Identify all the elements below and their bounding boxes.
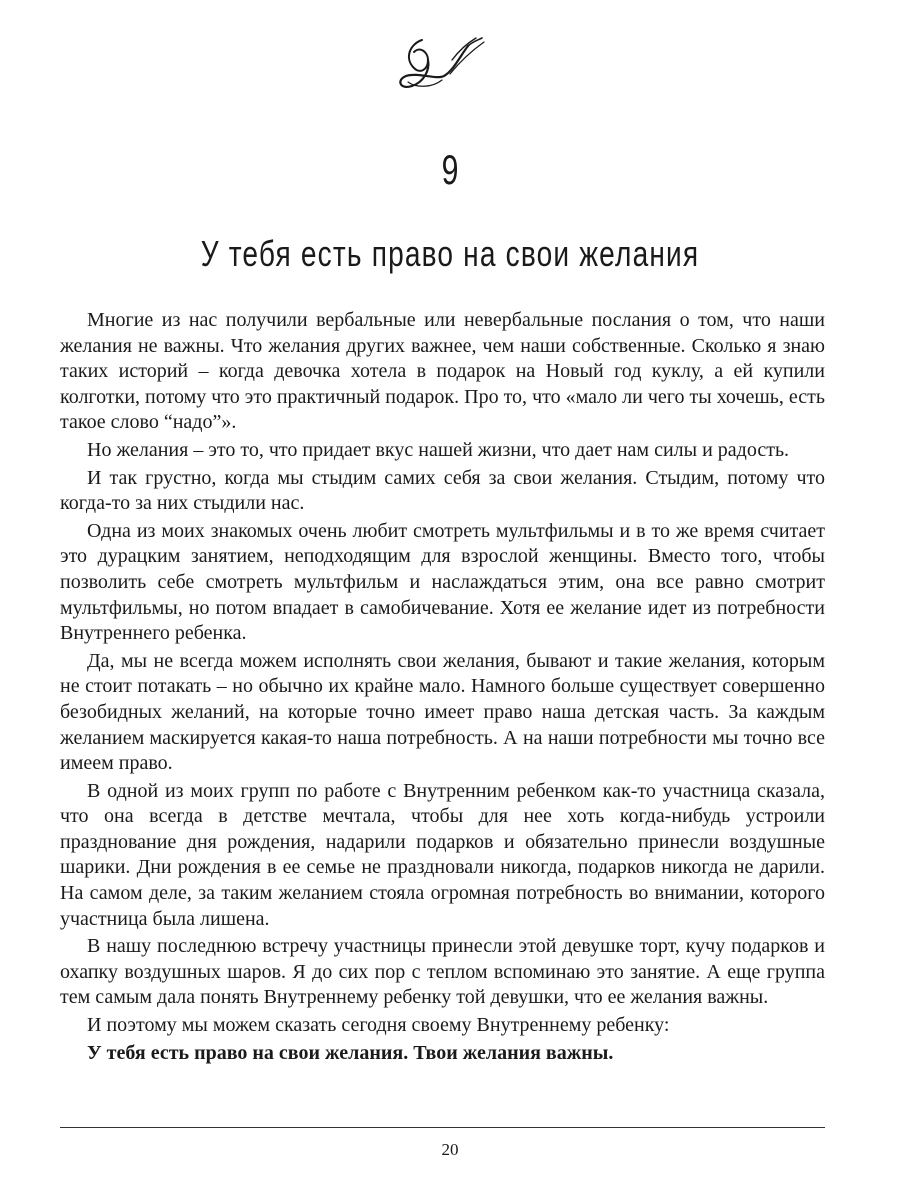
footer-divider <box>60 1127 825 1128</box>
closing-statement: У тебя есть право на свои желания. Твои желания важны. <box>87 1041 614 1064</box>
paragraph: Одна из моих знакомых очень любит смотреть мультфильмы и в то же время считает это дурацким занятием, неподходящим для взрослой женщины. Вместо того, чтобы позволить себе смотреть мультфильм и наслаждаться этим, она все равно смотрит мультфильмы, но потом впадает в самобичевание. Хотя ее желание идет из потребности Внутреннего ребенка. <box>60 519 825 645</box>
chapter-title: У тебя есть право на свои желания <box>200 233 700 274</box>
flourish-ornament-icon <box>392 30 492 95</box>
paragraph: И так грустно, когда мы стыдим самих себя за свои желания. Стыдим, потому что когда-то за них стыдили нас. <box>60 466 825 515</box>
paragraph: В нашу последнюю встречу участницы принесли этой девушке торт, кучу подарков и охапку воздушных шаров. Я до сих пор с теплом вспоминаю это занятие. А еще группа тем самым дала понять Внутреннему ребенку той девушки, что ее желания важны. <box>60 935 825 1009</box>
paragraph: Да, мы не всегда можем исполнять свои желания, бывают и такие желания, которым не стоит потакать – но обычно их крайне мало. Намного больше существует совершенно безобидных желаний, на которые точно имеет право наша детская часть. За каждым желанием маскируется какая-то наша потребность. А на наши потребности мы точно все имеем право. <box>60 649 825 775</box>
paragraph: И поэтому мы можем сказать сегодня своему Внутреннему ребенку: <box>87 1014 670 1037</box>
chapter-number: 9 <box>441 146 459 193</box>
page-number: 20 <box>441 1140 459 1159</box>
paragraph: Многие из нас получили вербальные или невербальные послания о том, что наши желания не важны. Что желания других важнее, чем наши собственные. Сколько я знаю таких историй – когда девочка хотела в подарок на Новый год куклу, а ей купили колготки, потому что это практичный подарок. Про то, что «мало ли чего ты хочешь, есть такое слово “надо”». <box>60 309 825 434</box>
paragraph: Но желания – это то, что придает вкус нашей жизни, что дает нам силы и радость. <box>87 438 790 461</box>
chapter-body <box>60 308 825 1068</box>
paragraph: В одной из моих групп по работе с Внутренним ребенком как-то участница сказала, что она всегда в детстве мечтала, чтобы для нее хоть когда-нибудь устроили празднование дня рождения, надарили подарков и обязательно принесли воздушные шарики. Дни рождения в ее семье не праздновали никогда, подарков никогда не дарили. На самом деле, за таким желанием стояла огромная потребность во внимании, которого участница была лишена. <box>60 779 825 930</box>
